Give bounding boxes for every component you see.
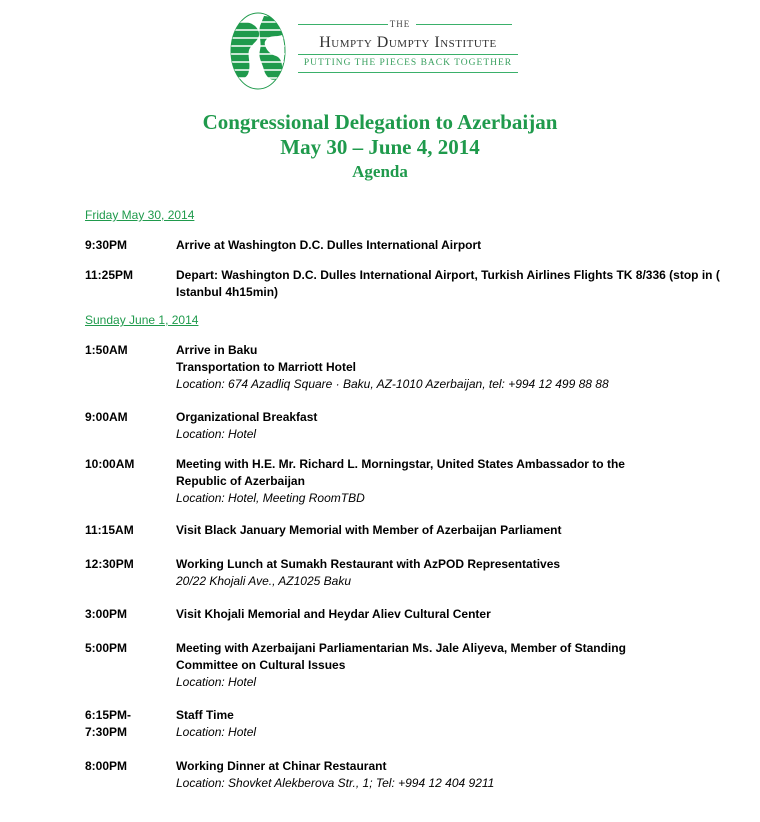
- time-150am: 1:50AM: [85, 343, 128, 357]
- time-start: 6:15PM-: [85, 708, 132, 722]
- time-900am: 9:00AM: [85, 410, 128, 424]
- logo-the: THE: [389, 19, 411, 29]
- item-location: Location: Hotel: [176, 427, 257, 441]
- item-title-line1: Meeting with Azerbaijani Parliamentarian Ms. Jale Aliyeva, Member of Standing: [176, 641, 626, 655]
- document-subtitle: Agenda: [352, 162, 408, 181]
- agenda-item-arrive-dulles: [176, 237, 736, 254]
- agenda-item-staff-time: [176, 707, 736, 741]
- item-title-line2: Republic of Azerbaijan: [176, 474, 305, 488]
- agenda-item-working-dinner: [176, 758, 736, 792]
- logo-name: Humpty Dumpty Institute: [319, 34, 497, 51]
- globe-egg-icon: [224, 8, 294, 94]
- item-title-line1: Arrive in Baku: [176, 343, 258, 357]
- time-end: 7:30PM: [85, 725, 128, 739]
- item-title: Organizational Breakfast: [176, 410, 318, 424]
- item-title-line2: Committee on Cultural Issues: [176, 658, 346, 672]
- time-1230pm: 12:30PM: [85, 557, 134, 571]
- item-location: Location: Shovket Alekberova Str., 1; Tel: +994 12 404 9211: [176, 776, 495, 790]
- institute-logo: [224, 8, 524, 94]
- item-title-line1: Depart: Washington D.C. Dulles International Airport, Turkish Airlines Flights TK 8/336 (stop in (: [176, 268, 720, 282]
- agenda-item-depart-dulles: [176, 267, 746, 301]
- logo-rule-right: [416, 24, 512, 25]
- item-location: Location: Hotel, Meeting RoomTBD: [176, 491, 365, 505]
- item-title-line2: Transportation to Marriott Hotel: [176, 360, 356, 374]
- item-location: Location: 674 Azadliq Square · Baku, AZ-1010 Azerbaijan, tel: +994 12 499 88 88: [176, 377, 609, 391]
- agenda-item-parliamentarian-meeting: [176, 640, 736, 691]
- logo-rule-bottom: [298, 72, 518, 73]
- item-title-line1: Meeting with H.E. Mr. Richard L. Morningstar, United States Ambassador to the: [176, 457, 625, 471]
- time-500pm: 5:00PM: [85, 641, 128, 655]
- time-1115am: 11:15AM: [85, 523, 134, 537]
- agenda-item-breakfast: [176, 409, 736, 443]
- time-1125pm: 11:25PM: [85, 268, 134, 282]
- agenda-item-working-lunch: [176, 556, 736, 590]
- agenda-item-black-january-memorial: [176, 522, 736, 539]
- agenda-item-ambassador-meeting: [176, 456, 736, 507]
- time-1000am: 10:00AM: [85, 457, 135, 471]
- time-300pm: 3:00PM: [85, 607, 128, 621]
- item-title: Visit Black January Memorial with Member of Azerbaijan Parliament: [176, 523, 562, 537]
- agenda-item-arrive-baku: [176, 342, 736, 393]
- item-address: 20/22 Khojali Ave., AZ1025 Baku: [176, 574, 352, 588]
- agenda-item-khojali-memorial: [176, 606, 736, 623]
- item-title: Working Dinner at Chinar Restaurant: [176, 759, 387, 773]
- time-800pm: 8:00PM: [85, 759, 128, 773]
- time-615pm-730pm: [85, 707, 131, 741]
- item-title: Staff Time: [176, 708, 234, 722]
- item-location: Location: Hotel: [176, 675, 257, 689]
- day-heading-friday: Friday May 30, 2014: [85, 208, 195, 222]
- item-title: Visit Khojali Memorial and Heydar Aliev Cultural Center: [176, 607, 491, 621]
- logo-rule-middle: [298, 54, 518, 55]
- item-title: Arrive at Washington D.C. Dulles International Airport: [176, 238, 482, 252]
- document-dates: May 30 – June 4, 2014: [280, 135, 480, 159]
- item-location: Location: Hotel: [176, 725, 257, 739]
- item-title-line2: Istanbul 4h15min): [176, 285, 279, 299]
- day-heading-sunday: Sunday June 1, 2014: [85, 313, 199, 327]
- document-title: Congressional Delegation to Azerbaijan: [202, 110, 558, 134]
- logo-tagline: PUTTING THE PIECES BACK TOGETHER: [303, 58, 513, 68]
- item-title: Working Lunch at Sumakh Restaurant with AzPOD Representatives: [176, 557, 561, 571]
- time-930pm: 9:30PM: [85, 238, 128, 252]
